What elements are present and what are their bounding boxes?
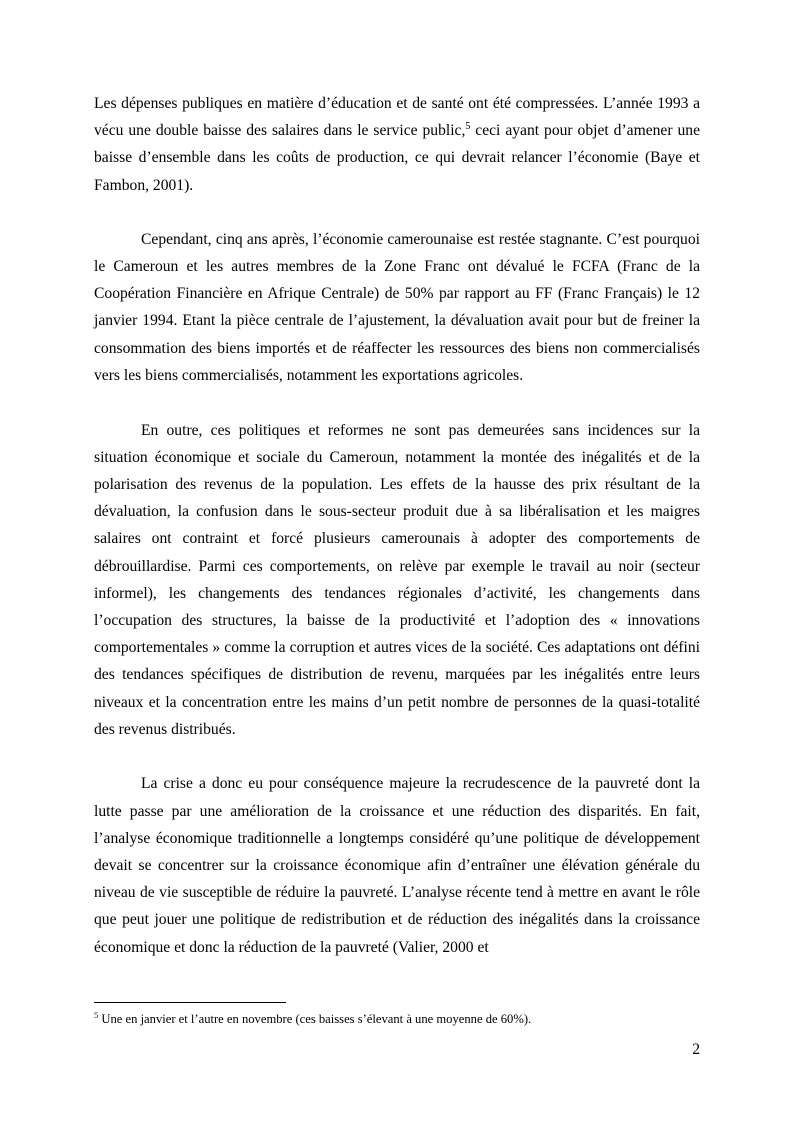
paragraph-4: La crise a donc eu pour conséquence majeure la recrudescence de la pauvreté dont la lutte passe par une amélioration de la croissance et une réduction des disparités. En fait, l’analyse économique traditionnelle a longtemps considéré qu’une politique de développement devait se concentrer sur la croissance économique afin d’entraîner une élévation générale du niveau de vie susceptible de réduire la pauvreté. L’analyse récente tend à mettre en avant le rôle que peut jouer une politique de redistribution et de réduction des inégalités dans la croissance économique et donc la réduction de la pauvreté (Valier, 2000 et	[94, 775, 700, 956]
paragraph-3: En outre, ces politiques et reformes ne sont pas demeurées sans incidences sur la situation économique et sociale du Cameroun, notamment la montée des inégalités et de la polarisation des revenus de la population. Les effets de la hausse des prix résultant de la dévaluation, la confusion dans le sous-secteur produit due à sa libéralisation et les maigres salaires ont contraint et forcé plusieurs camerounais à adopter des comportements de débrouillardise. Parmi ces comportements, on relève par exemple le travail au noir (secteur informel), les changements des tendances régionales d’activité, les changements dans l’occupation des structures, la baisse de la productivité et l’adoption des « innovations comportementales » comme la corruption et autres vices de la société. Ces adaptations ont défini des tendances spécifiques de distribution de revenu, marquées par les inégalités entre leurs niveaux et la concentration entre les mains d’un petit nombre de personnes de la quasi-totalité des revenus distribués.	[94, 421, 700, 738]
footnote	[94, 1011, 700, 1027]
page-number: 2	[692, 1041, 700, 1058]
footnote-number: 5	[94, 1009, 99, 1020]
paragraph-1	[94, 90, 700, 199]
footnote-text: Une en janvier et l’autre en novembre (ces baisses s’élevant à une moyenne de 60%).	[98, 1012, 532, 1026]
paragraph-1-text-a: Les dépenses publiques en matière d’éducation et de santé ont été compressées. L’année 1993 a vécu une double baisse des salaires dans le service public,	[94, 95, 700, 140]
body-text	[94, 90, 700, 988]
paragraph-2: Cependant, cinq ans après, l’économie camerounaise est restée stagnante. C’est pourquoi le Cameroun et les autres membres de la Zone Franc ont dévalué le FCFA (Franc de la Coopération Financière en Afrique Centrale) de 50% par rapport au FF (Franc Français) le 12 janvier 1994. Etant la pièce centrale de l’ajustement, la dévaluation avait pour but de freiner la consommation des biens importés et de réaffecter les ressources des biens non commercialisés vers les biens commercialisés, notamment les exportations agricoles.	[94, 230, 700, 384]
footnote-reference[interactable]: 5	[465, 121, 471, 133]
paragraph-1-text-b: ceci ayant pour objet d’amener une baisse d’ensemble dans les coûts de production, ce qui devrait relancer l’économie (Baye et Fambon, 2001).	[94, 122, 700, 194]
footnote-separator	[94, 1002, 286, 1003]
